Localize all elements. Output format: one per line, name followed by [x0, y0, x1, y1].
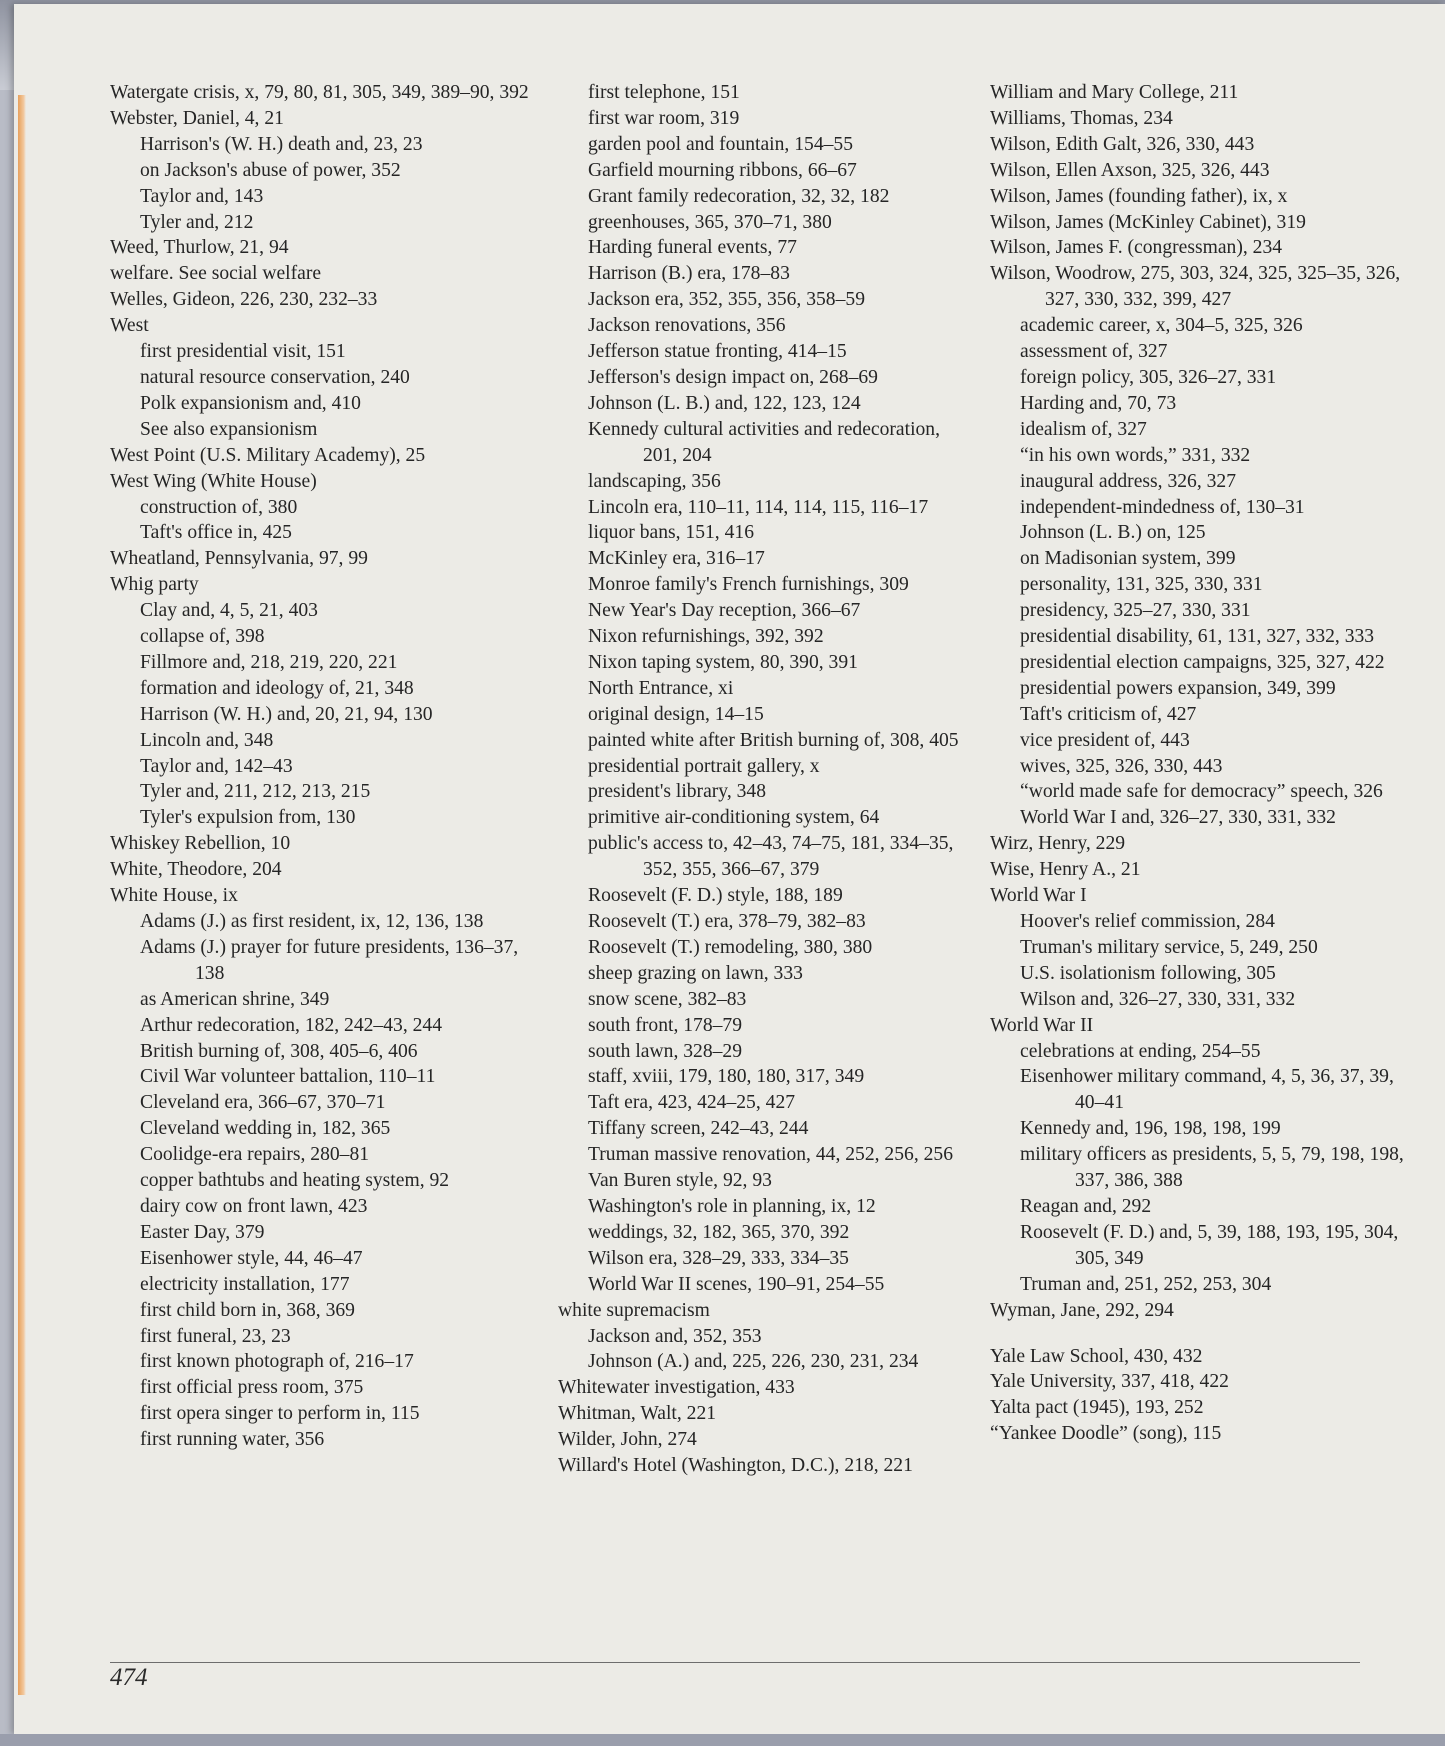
index-subentry: natural resource conservation, 240	[140, 366, 410, 388]
index-subentry: copper bathtubs and heating system, 92	[140, 1170, 450, 1192]
index-subentry: presidential election campaigns, 325, 327, 422	[1020, 651, 1385, 673]
index-subentry: Easter Day, 379	[140, 1221, 265, 1243]
index-entry: Webster, Daniel, 4, 21	[110, 107, 284, 129]
index-entry: Wilson, James (McKinley Cabinet), 319	[990, 211, 1306, 233]
index-subentry: McKinley era, 316–17	[588, 548, 765, 570]
index-entry: Weed, Thurlow, 21, 94	[110, 237, 289, 259]
index-subentry: Harrison's (W. H.) death and, 23, 23	[140, 133, 423, 155]
index-subentry: Grant family redecoration, 32, 32, 182	[588, 185, 890, 207]
index-subentry: Adams (J.) prayer for future presidents, 136–37, 138	[140, 936, 519, 984]
index-subentry: World War I and, 326–27, 330, 331, 332	[1020, 807, 1336, 829]
page-number: 474	[110, 1664, 148, 1691]
index-subentry: Tiffany screen, 242–43, 244	[588, 1118, 809, 1140]
index-entry: Wilson, James F. (congressman), 234	[990, 237, 1283, 259]
index-subentry: Harding and, 70, 73	[1020, 392, 1177, 414]
index-subentry: celebrations at ending, 254–55	[1020, 1040, 1261, 1062]
index-subentry: first telephone, 151	[588, 82, 740, 103]
index-entry: William and Mary College, 211	[990, 82, 1239, 103]
index-subentry: Van Buren style, 92, 93	[588, 1170, 772, 1192]
index-entry: Wirz, Henry, 229	[990, 833, 1126, 855]
index-subentry: Roosevelt (T.) era, 378–79, 382–83	[588, 911, 866, 932]
index-subentry: Taylor and, 142–43	[140, 755, 293, 777]
index-subentry: Adams (J.) as first resident, ix, 12, 136, 138	[140, 911, 484, 932]
index-entry: Wilson, James (founding father), ix, x	[990, 185, 1288, 207]
index-entry: white supremacism	[558, 1299, 710, 1321]
index-subentry: Jackson renovations, 356	[588, 315, 786, 337]
index-subentry: New Year's Day reception, 366–67	[588, 600, 861, 622]
index-entry: West Wing (White House)	[110, 470, 317, 492]
index-subentry: personality, 131, 325, 330, 331	[1020, 574, 1263, 596]
index-subentry: Tyler's expulsion from, 130	[140, 807, 356, 829]
index-subentry: first funeral, 23, 23	[140, 1325, 291, 1347]
index-subentry: Nixon refurnishings, 392, 392	[588, 626, 824, 648]
index-entry: White House, ix	[110, 885, 238, 907]
index-subentry: Monroe family's French furnishings, 309	[588, 574, 909, 596]
index-entry: Wise, Henry A., 21	[990, 859, 1141, 881]
page-edge	[18, 95, 26, 1695]
index-subentry: Johnson (L. B.) on, 125	[1020, 522, 1206, 544]
index-subentry: U.S. isolationism following, 305	[1020, 962, 1276, 984]
index-entry: Williams, Thomas, 234	[990, 107, 1173, 129]
index-subentry: Jefferson statue fronting, 414–15	[588, 341, 847, 363]
index-subentry: Coolidge-era repairs, 280–81	[140, 1144, 370, 1166]
index-subentry: on Madisonian system, 399	[1020, 548, 1236, 570]
index-subentry: electricity installation, 177	[140, 1273, 350, 1295]
index-subentry: president's library, 348	[588, 781, 767, 803]
index-subentry: Eisenhower style, 44, 46–47	[140, 1247, 363, 1269]
index-subentry: “in his own words,” 331, 332	[1020, 444, 1251, 466]
index-subentry: Wilson era, 328–29, 333, 334–35	[588, 1247, 849, 1269]
index-subentry: Reagan and, 292	[1020, 1195, 1152, 1217]
index-subentry: first war room, 319	[588, 107, 740, 129]
index-entry: Welles, Gideon, 226, 230, 232–33	[110, 289, 378, 311]
index-subentry: Arthur redecoration, 182, 242–43, 244	[140, 1014, 443, 1036]
index-subentry: Truman and, 251, 252, 253, 304	[1020, 1273, 1272, 1295]
index-subentry: first known photograph of, 216–17	[140, 1351, 414, 1373]
index-subentry: presidential disability, 61, 131, 327, 332, 333	[1020, 626, 1375, 648]
index-subentry: Lincoln era, 110–11, 114, 114, 115, 116–17	[588, 496, 929, 518]
index-subentry: Jefferson's design impact on, 268–69	[588, 366, 878, 388]
index-subentry: British burning of, 308, 405–6, 406	[140, 1040, 418, 1062]
index-subentry: Clay and, 4, 5, 21, 403	[140, 600, 318, 622]
index-subentry: weddings, 32, 182, 365, 370, 392	[588, 1221, 850, 1243]
index-subentry: Taylor and, 143	[140, 185, 264, 207]
index-subentry: original design, 14–15	[588, 703, 764, 725]
index-subentry: Jackson era, 352, 355, 356, 358–59	[588, 289, 865, 311]
index-subentry: first running water, 356	[140, 1429, 325, 1451]
index-subentry: Wilson and, 326–27, 330, 331, 332	[1020, 988, 1296, 1010]
index-entry: White, Theodore, 204	[110, 859, 282, 881]
index-entry: Yale Law School, 430, 432	[990, 1345, 1203, 1367]
index-entry: Whitman, Walt, 221	[558, 1403, 717, 1425]
index-subentry: Washington's role in planning, ix, 12	[588, 1195, 876, 1217]
index-subentry: Polk expansionism and, 410	[140, 392, 361, 414]
index-subentry: Civil War volunteer battalion, 110–11	[140, 1066, 436, 1088]
index-subentry: North Entrance, xi	[588, 677, 734, 699]
index-subentry: See also expansionism	[140, 418, 318, 440]
index-column-1	[110, 80, 550, 1453]
index-subentry: presidency, 325–27, 330, 331	[1020, 600, 1251, 622]
index-entry: Wilson, Woodrow, 275, 303, 324, 325, 325–35, 326, 327, 330, 332, 399, 427	[990, 263, 1401, 311]
index-subentry: Taft's criticism of, 427	[1020, 703, 1197, 725]
background-strip	[0, 1734, 1445, 1746]
index-entry: World War I	[990, 885, 1087, 907]
index-subentry: idealism of, 327	[1020, 418, 1147, 440]
index-subentry: independent-mindedness of, 130–31	[1020, 496, 1305, 518]
index-entry: Whiskey Rebellion, 10	[110, 833, 291, 855]
index-subentry: first opera singer to perform in, 115	[140, 1403, 420, 1425]
index-subentry: painted white after British burning of, 308, 405	[588, 729, 959, 751]
index-entry: West	[110, 315, 149, 337]
index-entry: Willard's Hotel (Washington, D.C.), 218, 221	[558, 1455, 913, 1477]
index-subentry: assessment of, 327	[1020, 341, 1168, 363]
index-entry: World War II	[990, 1014, 1094, 1036]
index-subentry: as American shrine, 349	[140, 988, 330, 1010]
index-subentry: sheep grazing on lawn, 333	[588, 962, 803, 984]
index-subentry: vice president of, 443	[1020, 729, 1190, 751]
index-subentry: World War II scenes, 190–91, 254–55	[588, 1273, 885, 1295]
index-subentry: snow scene, 382–83	[588, 988, 747, 1010]
index-entry: Whitewater investigation, 433	[558, 1377, 795, 1399]
index-subentry: liquor bans, 151, 416	[588, 522, 754, 544]
index-subentry: presidential portrait gallery, x	[588, 755, 820, 777]
index-subentry: foreign policy, 305, 326–27, 331	[1020, 366, 1277, 388]
index-subentry: military officers as presidents, 5, 5, 79, 198, 198, 337, 386, 388	[1020, 1144, 1404, 1192]
footer-rule	[110, 1662, 1360, 1663]
index-subentry: garden pool and fountain, 154–55	[588, 133, 854, 155]
index-subentry: Lincoln and, 348	[140, 729, 274, 751]
index-subentry: presidential powers expansion, 349, 399	[1020, 677, 1336, 699]
index-subentry: Fillmore and, 218, 219, 220, 221	[140, 651, 398, 673]
index-column-2	[558, 80, 978, 1479]
index-entry: Watergate crisis, x, 79, 80, 81, 305, 349, 389–90, 392	[110, 82, 529, 103]
index-entry: West Point (U.S. Military Academy), 25	[110, 444, 426, 466]
index-subentry: Roosevelt (F. D.) style, 188, 189	[588, 885, 843, 907]
index-entry: Wilson, Ellen Axson, 325, 326, 443	[990, 159, 1270, 181]
index-subentry: Truman massive renovation, 44, 252, 256, 256	[588, 1144, 954, 1166]
index-subentry: dairy cow on front lawn, 423	[140, 1195, 368, 1217]
index-subentry: Roosevelt (F. D.) and, 5, 39, 188, 193, 195, 304, 305, 349	[1020, 1221, 1399, 1269]
index-subentry: on Jackson's abuse of power, 352	[140, 159, 401, 181]
index-subentry: Tyler and, 212	[140, 211, 254, 233]
index-subentry: Jackson and, 352, 353	[588, 1325, 762, 1347]
index-subentry: first official press room, 375	[140, 1377, 364, 1399]
index-subentry: “world made safe for democracy” speech, 326	[1020, 781, 1383, 803]
index-subentry: first child born in, 368, 369	[140, 1299, 355, 1321]
index-subentry: Hoover's relief commission, 284	[1020, 911, 1275, 932]
index-subentry: landscaping, 356	[588, 470, 721, 492]
index-subentry: construction of, 380	[140, 496, 298, 518]
index-subentry: greenhouses, 365, 370–71, 380	[588, 211, 832, 233]
index-subentry: wives, 325, 326, 330, 443	[1020, 755, 1223, 777]
index-entry: Yalta pact (1945), 193, 252	[990, 1397, 1204, 1419]
index-subentry: primitive air-conditioning system, 64	[588, 807, 880, 829]
index-subentry: formation and ideology of, 21, 348	[140, 677, 414, 699]
index-subentry: collapse of, 398	[140, 626, 265, 648]
index-entry: Whig party	[110, 574, 199, 596]
index-entry: Wheatland, Pennsylvania, 97, 99	[110, 548, 368, 570]
index-subentry: Garfield mourning ribbons, 66–67	[588, 159, 857, 181]
index-entry: “Yankee Doodle” (song), 115	[990, 1423, 1222, 1445]
index-subentry: Harrison (W. H.) and, 20, 21, 94, 130	[140, 703, 433, 725]
index-subentry: Kennedy and, 196, 198, 198, 199	[1020, 1118, 1281, 1140]
index-subentry: Harding funeral events, 77	[588, 237, 797, 259]
index-subentry: south front, 178–79	[588, 1014, 743, 1036]
index-subentry: Truman's military service, 5, 249, 250	[1020, 936, 1318, 958]
index-entry: Wilson, Edith Galt, 326, 330, 443	[990, 133, 1255, 155]
index-subentry: Taft's office in, 425	[140, 522, 292, 544]
index-entry: Wyman, Jane, 292, 294	[990, 1299, 1174, 1321]
index-subentry: Cleveland wedding in, 182, 365	[140, 1118, 391, 1140]
index-subentry: inaugural address, 326, 327	[1020, 470, 1237, 492]
index-subentry: public's access to, 42–43, 74–75, 181, 334–35, 352, 355, 366–67, 379	[588, 833, 954, 881]
index-subentry: first presidential visit, 151	[140, 341, 346, 363]
index-entry: Yale University, 337, 418, 422	[990, 1371, 1229, 1393]
index-subentry: Johnson (L. B.) and, 122, 123, 124	[588, 392, 861, 414]
index-subentry: Taft era, 423, 424–25, 427	[588, 1092, 796, 1114]
index-column-3	[990, 80, 1410, 1447]
index-subentry: Eisenhower military command, 4, 5, 36, 37, 39, 40–41	[1020, 1066, 1394, 1114]
index-subentry: staff, xviii, 179, 180, 180, 317, 349	[588, 1066, 865, 1088]
index-subentry: Nixon taping system, 80, 390, 391	[588, 651, 858, 673]
index-subentry: Roosevelt (T.) remodeling, 380, 380	[588, 936, 873, 958]
index-subentry: Harrison (B.) era, 178–83	[588, 263, 790, 285]
index-entry: Wilder, John, 274	[558, 1429, 697, 1451]
index-entry: welfare. See social welfare	[110, 263, 322, 285]
index-subentry: Cleveland era, 366–67, 370–71	[140, 1092, 386, 1114]
index-subentry: south lawn, 328–29	[588, 1040, 743, 1062]
index-subentry: academic career, x, 304–5, 325, 326	[1020, 315, 1303, 337]
index-subentry: Tyler and, 211, 212, 213, 215	[140, 781, 371, 803]
index-subentry: Johnson (A.) and, 225, 226, 230, 231, 234	[588, 1351, 919, 1373]
index-subentry: Kennedy cultural activities and redecoration, 201, 204	[588, 418, 940, 466]
